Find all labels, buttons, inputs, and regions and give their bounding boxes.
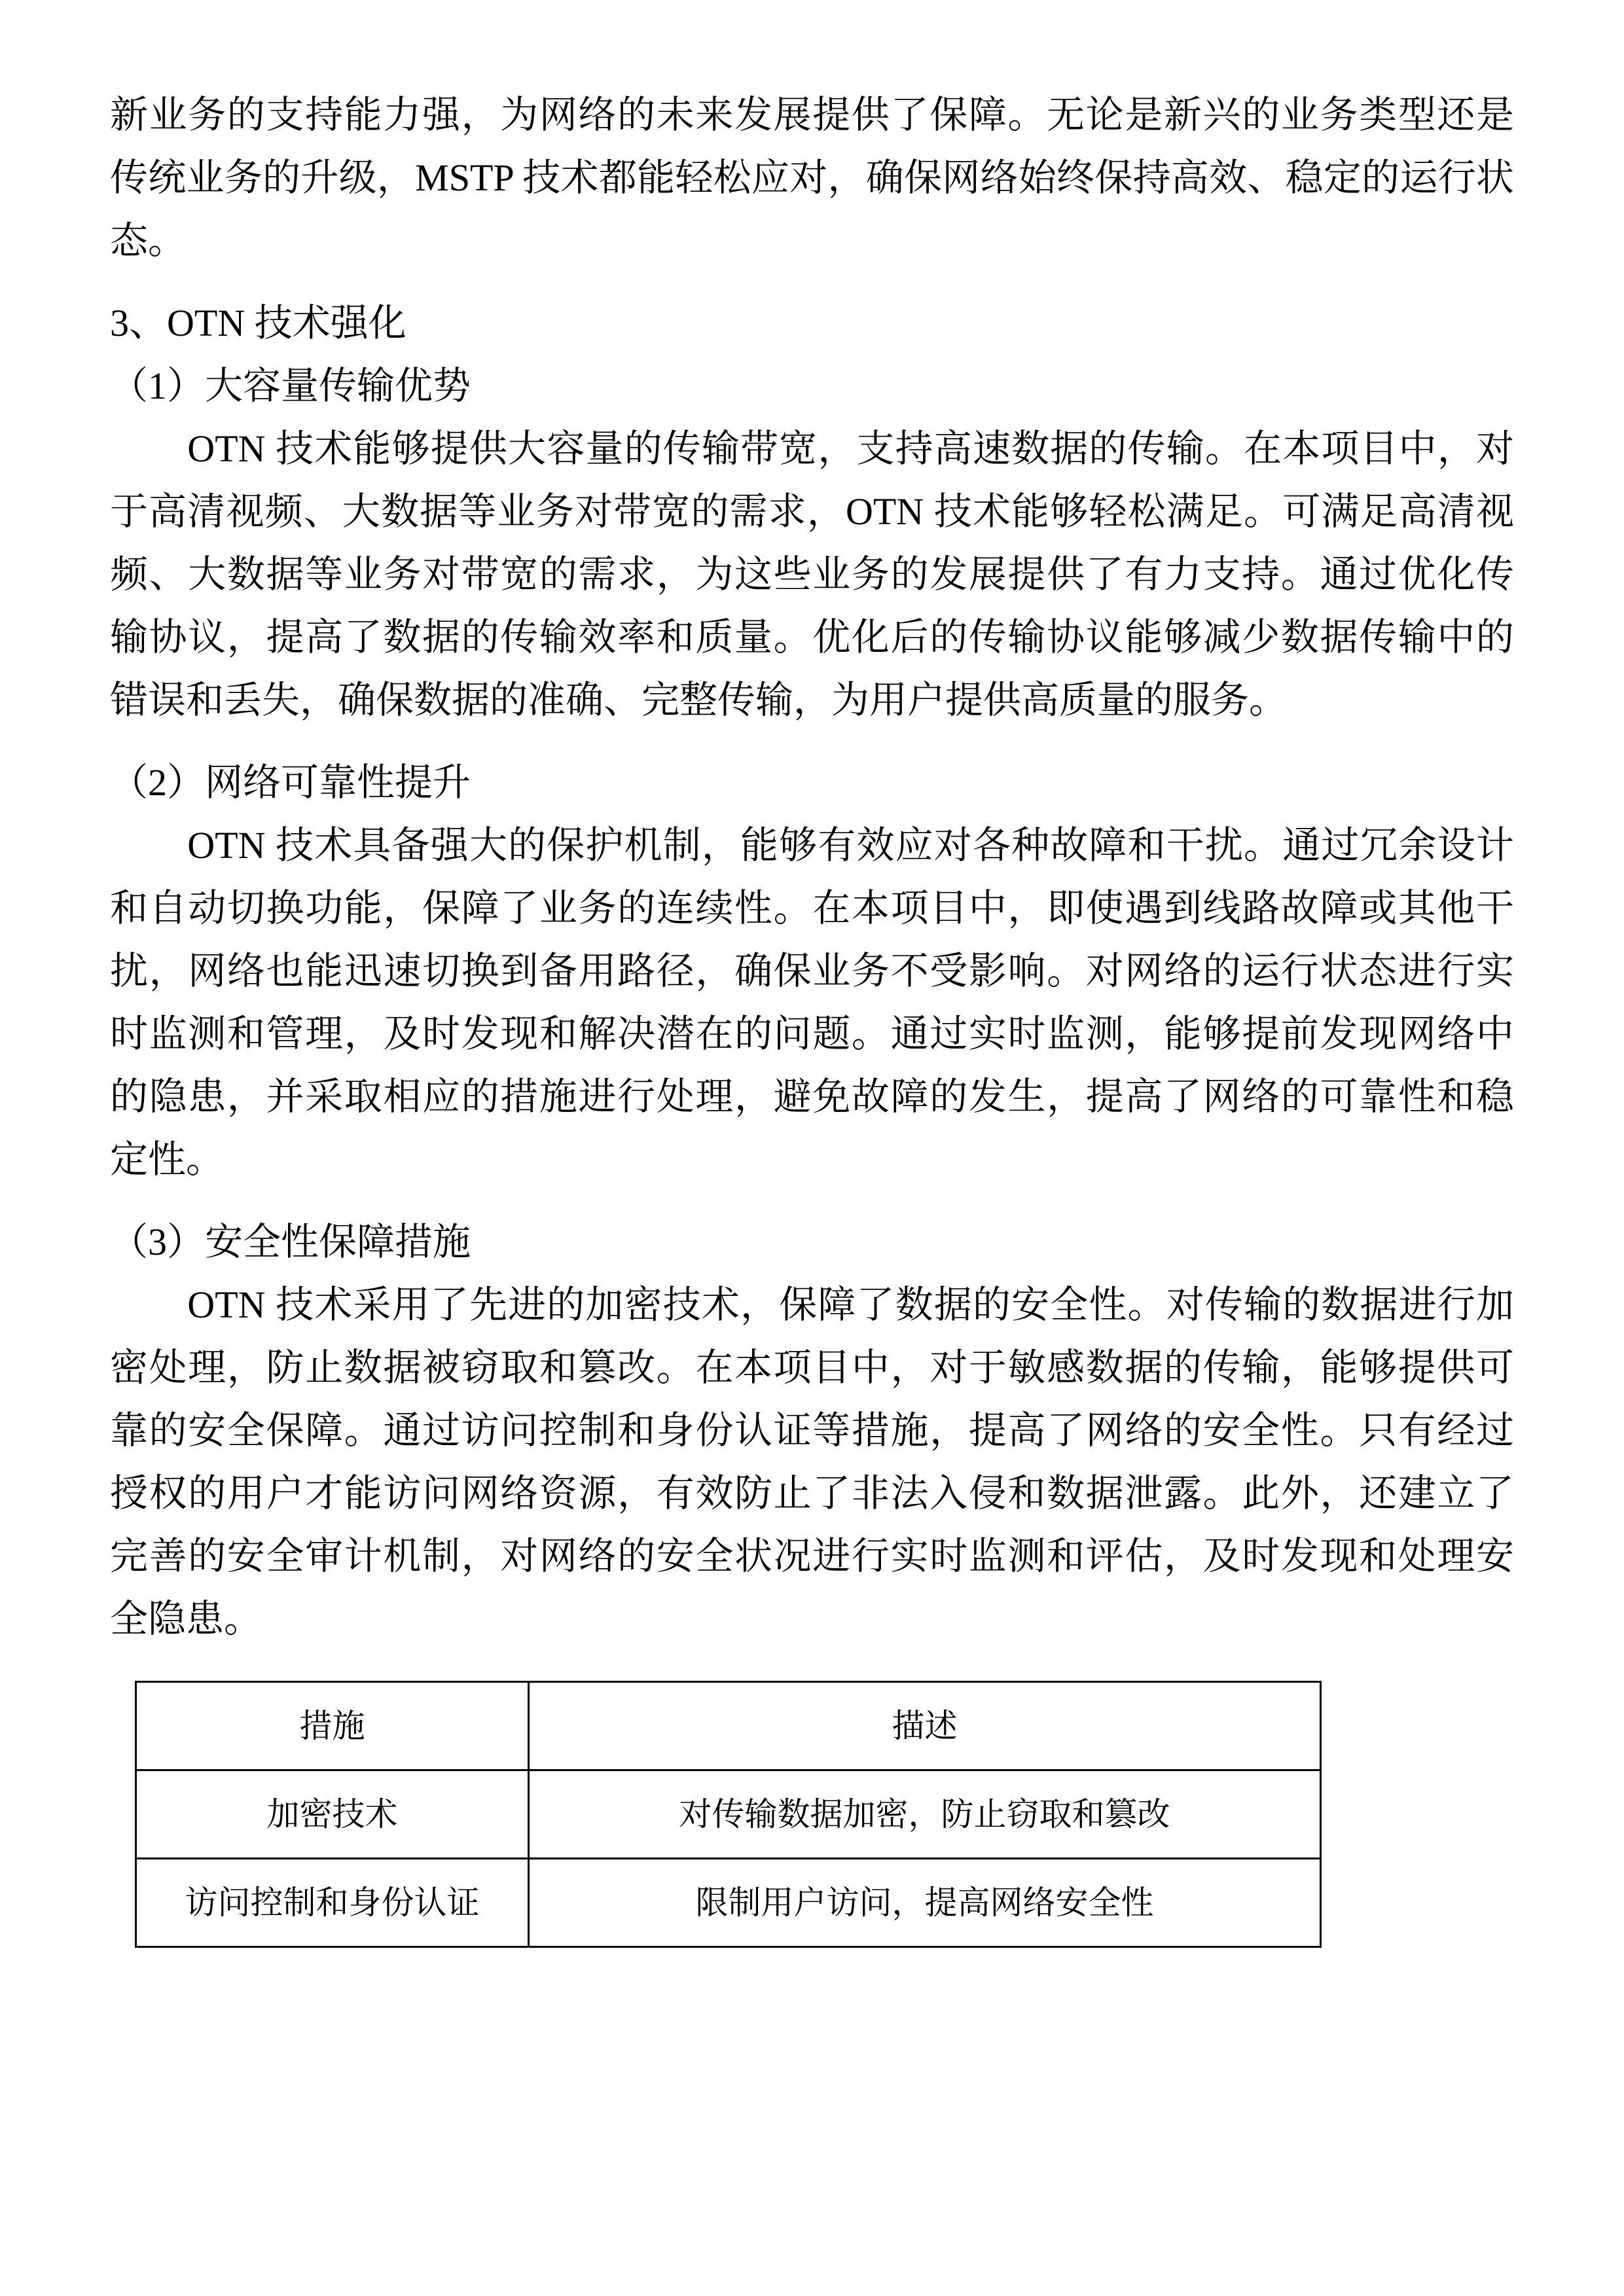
spacer	[110, 272, 1514, 292]
spacer	[110, 1191, 1514, 1211]
continued-paragraph: 新业务的支持能力强，为网络的未来发展提供了保障。无论是新兴的业务类型还是传统业务的升级，MSTP 技术都能轻松应对，确保网络始终保持高效、稳定的运行状态。	[110, 94, 1514, 262]
table-header-cell-measure: 措施	[136, 1682, 529, 1770]
subsection-heading-3: （3）安全性保障措施	[110, 1221, 471, 1263]
security-measures-table	[135, 1681, 1322, 1948]
table-cell-description: 对传输数据加密，防止窃取和篡改	[529, 1770, 1321, 1859]
subsection-heading-1: （1）大容量传输优势	[110, 365, 471, 407]
table-cell-description: 限制用户访问，提高网络安全性	[529, 1859, 1321, 1947]
section-heading-otn: 3、OTN 技术强化	[110, 302, 406, 344]
spacer	[110, 732, 1514, 751]
table-cell-measure: 加密技术	[136, 1770, 529, 1859]
table-row	[136, 1859, 1321, 1947]
page-content	[110, 84, 1514, 1948]
table-header-row	[136, 1682, 1321, 1770]
table-cell-measure: 访问控制和身份认证	[136, 1859, 529, 1947]
subsection-paragraph-2: OTN 技术具备强大的保护机制，能够有效应对各种故障和干扰。通过冗余设计和自动切换功能，保障了业务的连续性。在本项目中，即使遇到线路故障或其他干扰，网络也能迅速切换到备用路径，确保业务不受影响。对网络的运行状态进行实时监测和管理，及时发现和解决潜在的问题。通过实时监测，能够提前发现网络中的隐患，并采取相应的措施进行处理，避免故障的发生，提高了网络的可靠性和稳定性。	[110, 824, 1514, 1181]
table-row	[136, 1770, 1321, 1859]
subsection-paragraph-1: OTN 技术能够提供大容量的传输带宽，支持高速数据的传输。在本项目中，对于高清视频、大数据等业务对带宽的需求，OTN 技术能够轻松满足。可满足高清视频、大数据等业务对带宽的需求，为这些业务的发展提供了有力支持。通过优化传输协议，提高了数据的传输效率和质量。优化后的传输协议能够减少数据传输中的错误和丢失，确保数据的准确、完整传输，为用户提供高质量的服务。	[110, 427, 1515, 721]
subsection-heading-2: （2）网络可靠性提升	[110, 761, 471, 804]
table-header-cell-description: 描述	[529, 1682, 1321, 1770]
spacer	[110, 1651, 1514, 1681]
subsection-paragraph-3: OTN 技术采用了先进的加密技术，保障了数据的安全性。对传输的数据进行加密处理，防止数据被窃取和篡改。在本项目中，对于敏感数据的传输，能够提供可靠的安全保障。通过访问控制和身份认证等措施，提高了网络的安全性。只有经过授权的用户才能访问网络资源，有效防止了非法入侵和数据泄露。此外，还建立了完善的安全审计机制，对网络的安全状况进行实时监测和评估，及时发现和处理安全隐患。	[110, 1283, 1514, 1640]
